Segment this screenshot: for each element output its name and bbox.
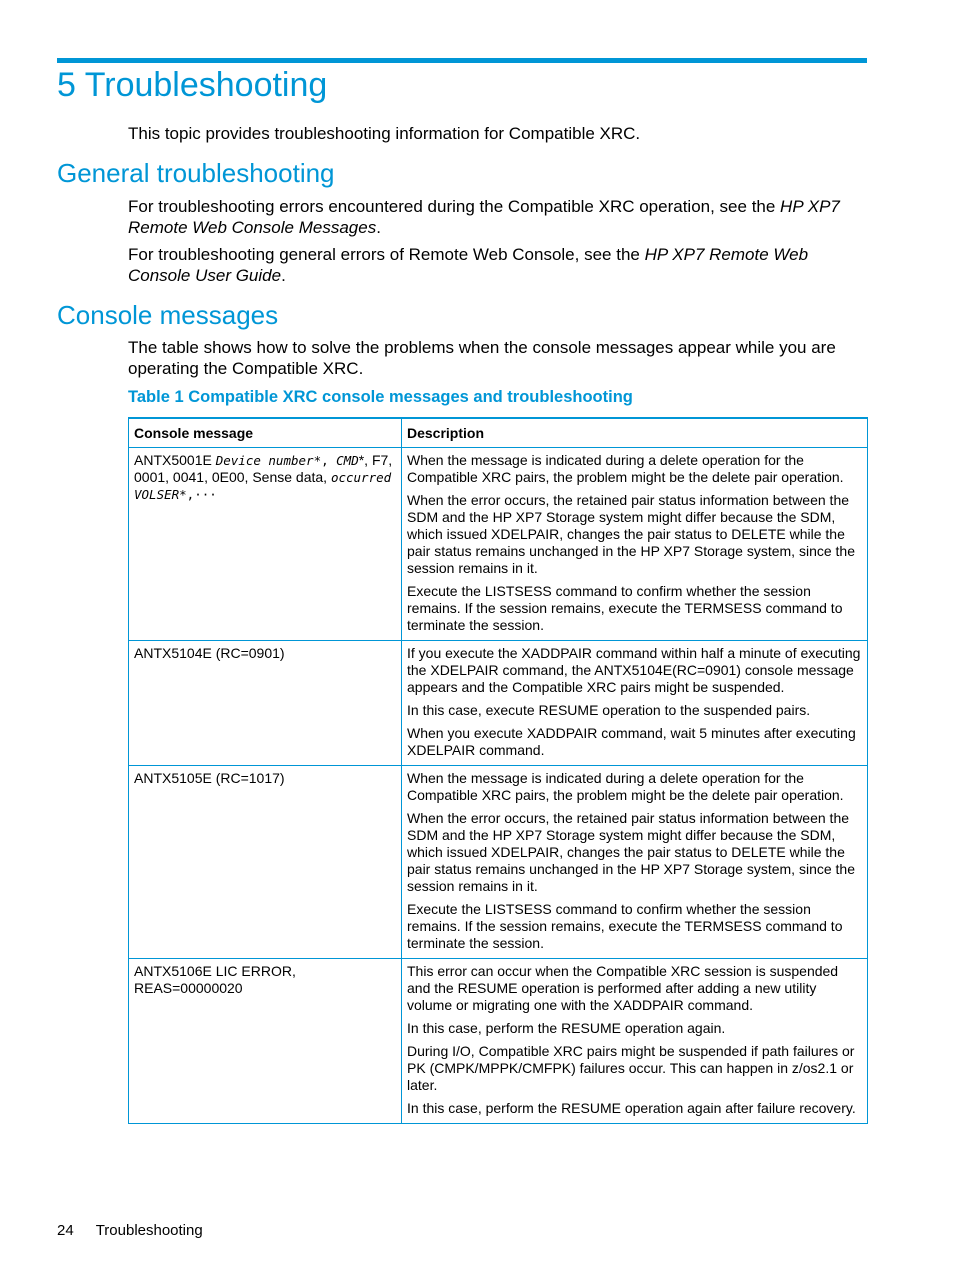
chapter-intro: This topic provides troubleshooting information for Compatible XRC. <box>128 124 641 143</box>
console-messages-table <box>128 417 868 1124</box>
table-row <box>129 448 868 641</box>
description-cell: When the message is indicated during a delete operation for the Compatible XRC pairs, the problem might be the delete pair operation. When the error occurs, the retained pair status information between the SDM and the HP XP7 Storage system might differ because the SDM, which issued XDELPAIR, changes the pair status to DELETE while the pair status remains unchanged in the HP XP7 Storage system, since the session remains in it. Execute the LISTSESS command to confirm whether the session remains. If the session remains, execute the TERMSESS command to terminate the session. <box>402 766 868 959</box>
header-console-message: Console message <box>129 418 402 448</box>
top-rule <box>57 58 867 63</box>
ref-user-guide: HP XP7 Remote Web Console User Guide <box>128 245 809 285</box>
table-caption: Table 1 Compatible XRC console messages and troubleshooting <box>128 388 633 406</box>
header-description: Description <box>402 418 868 448</box>
table-row <box>129 641 868 766</box>
description-cell: If you execute the XADDPAIR command within half a minute of executing the XDELPAIR command, the ANTX5104E(RC=0901) console message appears and the Compatible XRC pairs might be suspended. In this case, execute RESUME operation to the suspended pairs. When you execute XADDPAIR command, wait 5 minutes after executing XDELPAIR command. <box>402 641 868 766</box>
description-cell: When the message is indicated during a delete operation for the Compatible XRC pairs, the problem might be the delete pair operation. When the error occurs, the retained pair status information between the SDM and the HP XP7 Storage system might differ because the SDM, which issued XDELPAIR, changes the pair status to DELETE while the pair status remains unchanged in the HP XP7 Storage system, since the session remains in it. Execute the LISTSESS command to confirm whether the session remains. If the session remains, execute the TERMSESS command to terminate the session. <box>402 448 868 641</box>
console-heading: Console messages <box>57 300 279 330</box>
table-header-row <box>129 418 868 448</box>
description-cell: This error can occur when the Compatible XRC session is suspended and the RESUME operation is performed after adding a new utility volume or migrating one with the XADDPAIR command. In this case, perform the RESUME operation again. During I/O, Compatible XRC pairs might be suspended if path failures or PK (CMPK/MPPK/CMFPK) failures occur. This can happen in z/os2.1 or later. In this case, perform the RESUME operation again after failure recovery. <box>402 959 868 1124</box>
footer-section: Troubleshooting <box>95 1222 203 1239</box>
general-heading: General troubleshooting <box>57 158 335 188</box>
table-row <box>129 959 868 1124</box>
console-message-cell: ANTX5001E Device number*, CMD*, F7, 0001, 0041, 0E00, Sense data, occurred VOLSER*,··· <box>129 448 402 641</box>
general-para-2: For troubleshooting general errors of Remote Web Console, see the HP XP7 Remote Web Console User Guide. <box>128 245 809 285</box>
ref-messages: HP XP7 Remote Web Console Messages <box>128 197 840 237</box>
general-para-1: For troubleshooting errors encountered during the Compatible XRC operation, see the HP XP7 Remote Web Console Messages. <box>128 197 840 237</box>
console-message-cell: ANTX5106E LIC ERROR, REAS=00000020 <box>129 959 402 1124</box>
console-message-cell: ANTX5104E (RC=0901) <box>129 641 402 766</box>
chapter-title: 5 Troubleshooting <box>57 66 328 104</box>
console-intro: The table shows how to solve the problems when the console messages appear while you are operating the Compatible XRC. <box>128 338 836 378</box>
console-message-cell: ANTX5105E (RC=1017) <box>129 766 402 959</box>
page-number: 24 <box>57 1222 74 1239</box>
page-footer <box>57 1222 203 1239</box>
table-row <box>129 766 868 959</box>
